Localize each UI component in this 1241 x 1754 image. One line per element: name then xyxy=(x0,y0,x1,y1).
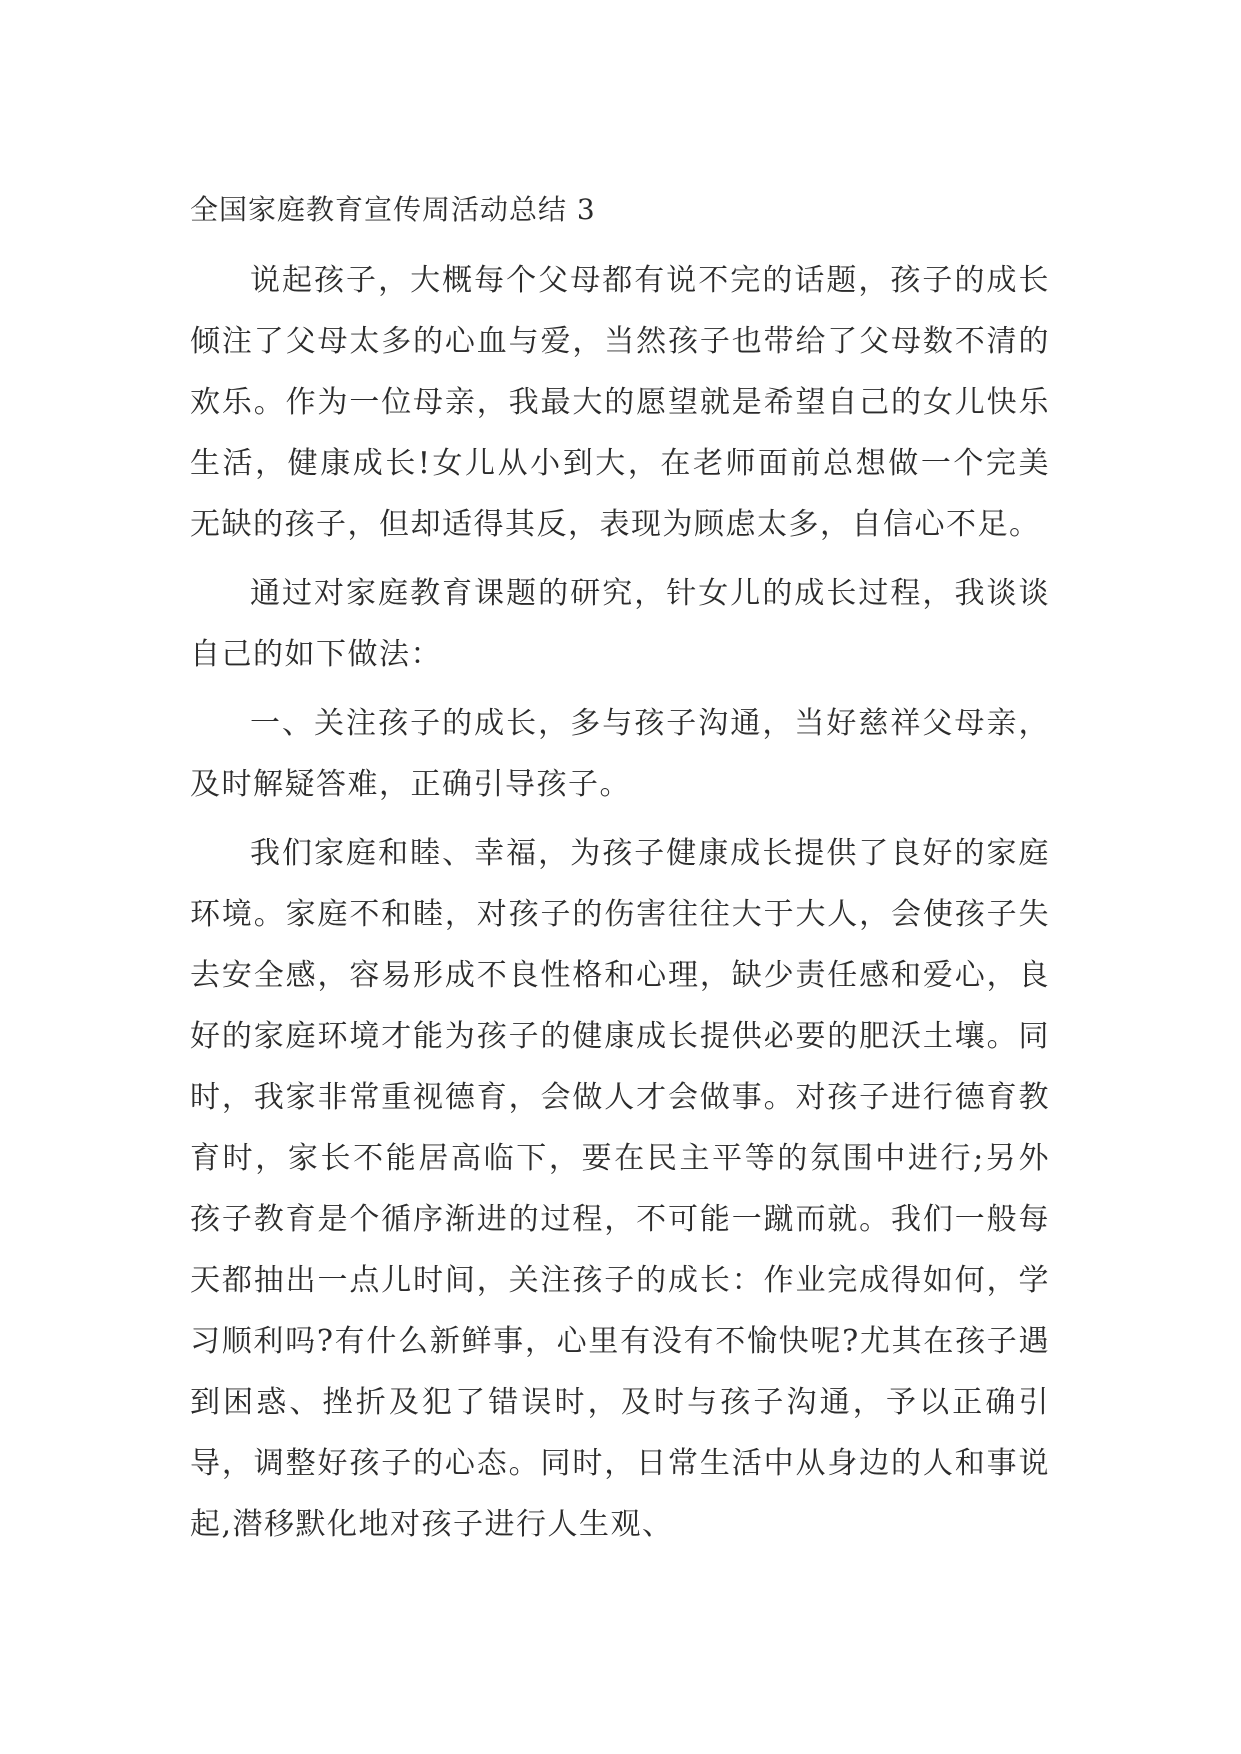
paragraph-section-heading: 一、关注孩子的成长，多与孩子沟通，当好慈祥父母亲，及时解疑答难，正确引导孩子。 xyxy=(190,706,1050,802)
paragraph-approach: 通过对家庭教育课题的研究，针女儿的成长过程，我谈谈自己的如下做法： xyxy=(190,576,1050,672)
document-body xyxy=(190,190,1050,1555)
document-title: 全国家庭教育宣传周活动总结 3 xyxy=(190,193,596,226)
paragraph-family-environment: 我们家庭和睦、幸福，为孩子健康成长提供了良好的家庭环境。家庭不和睦，对孩子的伤害往往大于大人，会使孩子失去安全感，容易形成不良性格和心理，缺少责任感和爱心，良好的家庭环境才能为孩子的健康成长提供必要的肥沃土壤。同时，我家非常重视德育，会做人才会做事。对孩子进行德育教育时，家长不能居高临下，要在民主平等的氛围中进行;另外孩子教育是个循序渐进的过程，不可能一蹴而就。我们一般每天都抽出一点儿时间，关注孩子的成长：作业完成得如何，学习顺利吗?有什么新鲜事，心里有没有不愉快呢?尤其在孩子遇到困惑、挫折及犯了错误时，及时与孩子沟通，予以正确引导，调整好孩子的心态。同时，日常生活中从身边的人和事说起,潜移默化地对孩子进行人生观、 xyxy=(190,836,1050,1542)
paragraph-intro: 说起孩子，大概每个父母都有说不完的话题，孩子的成长倾注了父母太多的心血与爱，当然孩子也带给了父母数不清的欢乐。作为一位母亲，我最大的愿望就是希望自己的女儿快乐生活，健康成长!女儿从小到大，在老师面前总想做一个完美无缺的孩子，但却适得其反，表现为顾虑太多，自信心不足。 xyxy=(190,263,1050,542)
